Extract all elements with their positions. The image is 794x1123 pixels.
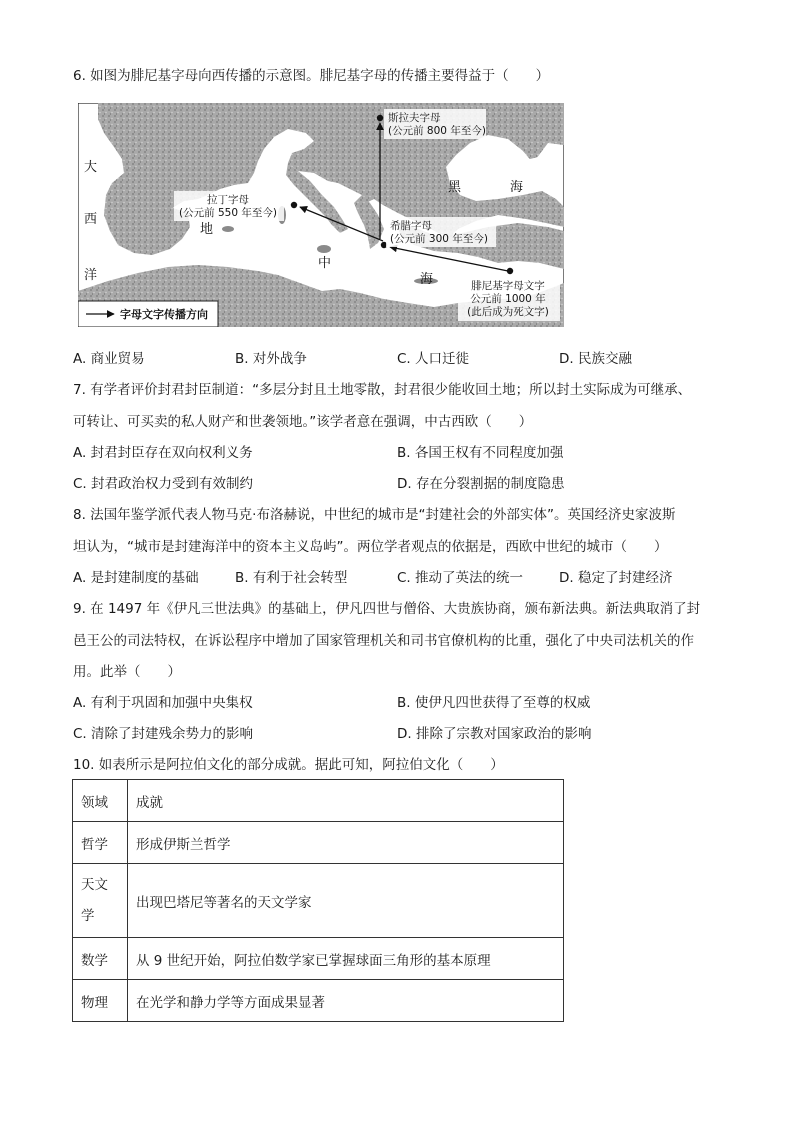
q6-option-c[interactable]: C. 人口迁徙: [397, 351, 470, 367]
greek-date: (公元前 300 年至今): [390, 233, 488, 245]
map-legend: [78, 301, 218, 327]
med-char-1: 地: [200, 222, 214, 237]
q9-option-d[interactable]: D. 排除了宗教对国家政治的影响: [397, 726, 592, 742]
greek-label: 希腊字母: [390, 220, 432, 232]
q7-stem-line-2: 可转让、可买卖的私人财产和世袭领地。”该学者意在强调，中古西欧（ ）: [73, 414, 533, 430]
legend-label: 字母文字传播方向: [120, 308, 208, 321]
atlantic-char-1: 大: [84, 160, 98, 175]
slavic-label: 斯拉夫字母: [388, 112, 441, 124]
q6-option-d[interactable]: D. 民族交融: [559, 351, 632, 367]
atlantic-char-3: 洋: [84, 268, 98, 283]
table-cell-achievement: 形成伊斯兰哲学: [128, 822, 564, 864]
table-row: [73, 864, 564, 938]
phoenician-point: [507, 268, 513, 274]
table-cell-field: 数学: [73, 938, 128, 980]
med-char-3: 海: [420, 272, 434, 287]
q7-option-d[interactable]: D. 存在分裂割据的制度隐患: [397, 476, 565, 492]
q9-stem-line-2: 邑王公的司法特权，在诉讼程序中增加了国家管理机关和司书官僚机构的比重，强化了中央司法机关的作: [73, 633, 694, 649]
black-sea-char-1: 黑: [448, 180, 462, 195]
table-cell-field-line-2: 学: [81, 907, 95, 924]
q8-option-d[interactable]: D. 稳定了封建经济: [559, 570, 673, 586]
latin-point: [291, 202, 297, 208]
black-sea-char-2: 海: [510, 180, 524, 195]
q7-option-c[interactable]: C. 封君政治权力受到有效制约: [73, 476, 254, 492]
table-cell-field: 物理: [73, 980, 128, 1022]
table-row: [73, 938, 564, 980]
table-cell-achievement: 从 9 世纪开始，阿拉伯数学家已掌握球面三角形的基本原理: [128, 938, 564, 980]
q9-stem-line-3: 用。此举（ ）: [73, 664, 181, 680]
arab-culture-table: [72, 779, 564, 1022]
q9-option-b[interactable]: B. 使伊凡四世获得了至尊的权威: [397, 695, 591, 711]
table-cell-field: [73, 864, 128, 938]
atlantic-char-2: 西: [84, 212, 98, 227]
table-cell-field-line-1: 天文: [81, 876, 108, 893]
q7-stem-line-1: 7. 有学者评价封君封臣制道：“多层分封且土地零散，封君很少能收回土地；所以封土实际成为可继承、: [73, 382, 692, 398]
table-row: [73, 980, 564, 1022]
table-header-achievement: 成就: [128, 780, 564, 822]
phoenician-note: (此后成为死文字): [467, 306, 549, 318]
q8-option-c[interactable]: C. 推动了英法的统一: [397, 570, 524, 586]
q8-option-b[interactable]: B. 有利于社会转型: [235, 570, 348, 586]
q6-stem: 6. 如图为腓尼基字母向西传播的示意图。腓尼基字母的传播主要得益于（ ）: [73, 68, 550, 84]
slavic-date: (公元前 800 年至今): [388, 125, 486, 137]
table-header-field: 领域: [73, 780, 128, 822]
q7-option-b[interactable]: B. 各国王权有不同程度加强: [397, 445, 564, 461]
phoenician-alphabet-map: [78, 103, 564, 327]
med-char-2: 中: [318, 256, 332, 271]
q6-option-a[interactable]: A. 商业贸易: [73, 351, 145, 367]
table-row: [73, 822, 564, 864]
q8-stem-line-1: 8. 法国年鉴学派代表人物马克·布洛赫说，中世纪的城市是“封建社会的外部实体”。英国经济史家波斯: [73, 507, 676, 523]
q8-option-a[interactable]: A. 是封建制度的基础: [73, 570, 199, 586]
q7-option-a[interactable]: A. 封君封臣存在双向权利义务: [73, 445, 253, 461]
latin-label: 拉丁字母: [207, 194, 249, 206]
q10-stem: 10. 如表所示是阿拉伯文化的部分成就。据此可知，阿拉伯文化（ ）: [73, 757, 504, 773]
latin-date: (公元前 550 年至今): [179, 207, 277, 219]
q9-option-a[interactable]: A. 有利于巩固和加强中央集权: [73, 695, 253, 711]
table-cell-achievement: 在光学和静力学等方面成果显著: [128, 980, 564, 1022]
balearic-island: [222, 226, 234, 232]
slavic-point: [377, 115, 383, 121]
table-header-row: [73, 780, 564, 822]
phoenician-date: 公元前 1000 年: [470, 293, 546, 305]
q8-stem-line-2: 坦认为，“城市是封建海洋中的资本主义岛屿”。两位学者观点的依据是，西欧中世纪的城市（ ）: [73, 539, 668, 555]
phoenician-label: 腓尼基字母文字: [471, 280, 545, 292]
table-cell-achievement: 出现巴塔尼等著名的天文学家: [128, 864, 564, 938]
q6-option-b[interactable]: B. 对外战争: [235, 351, 307, 367]
q9-stem-line-1: 9. 在 1497 年《伊凡三世法典》的基础上，伊凡四世与僧俗、大贵族协商，颁布新法典。新法典取消了封: [73, 601, 701, 617]
table-cell-field: 哲学: [73, 822, 128, 864]
sicily-island: [317, 245, 331, 253]
q9-option-c[interactable]: C. 清除了封建残余势力的影响: [73, 726, 254, 742]
